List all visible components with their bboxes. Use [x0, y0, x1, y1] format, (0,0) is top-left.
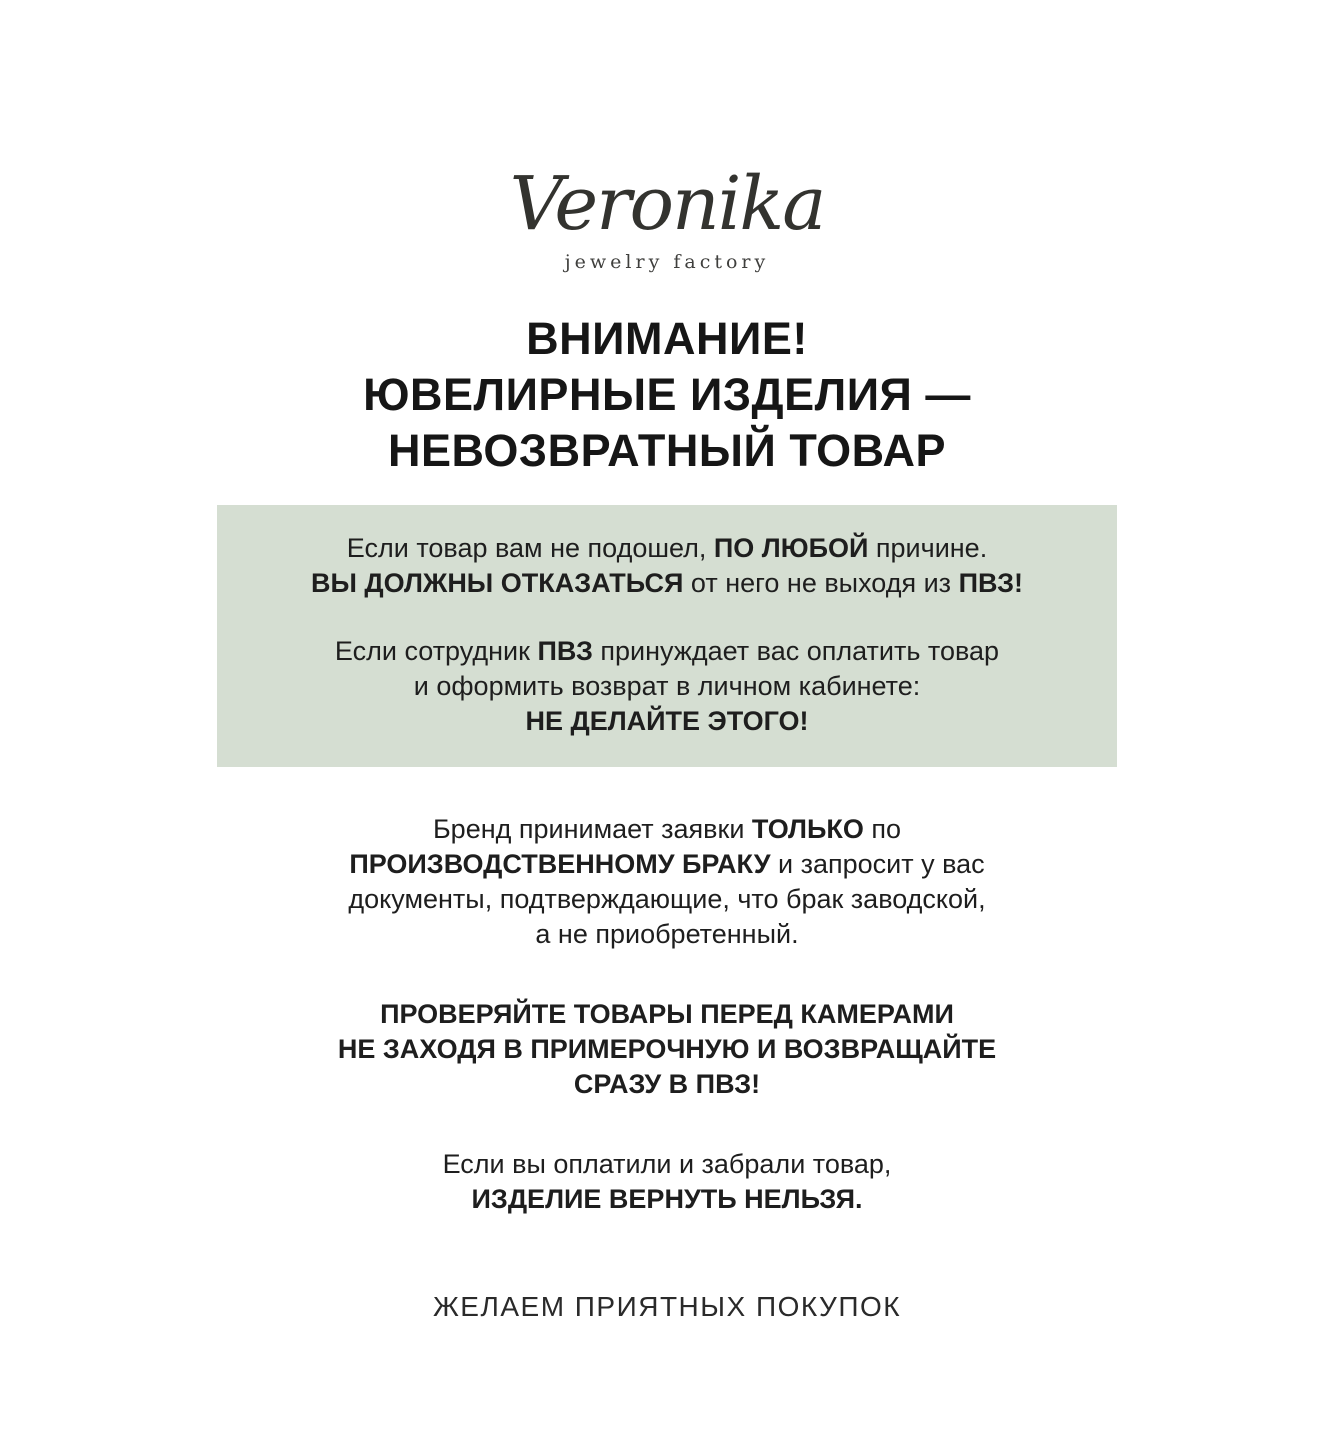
defect-policy-text	[217, 812, 1117, 952]
text-line: документы, подтверждающие, что брак заводской,	[348, 883, 986, 914]
text-segment: Если товар вам не подошел,	[346, 532, 714, 563]
text-line	[217, 812, 1117, 847]
text-line: и оформить возврат в личном кабинете:	[413, 670, 921, 701]
footer-message: ЖЕЛАЕМ ПРИЯТНЫХ ПОКУПОК	[432, 1290, 902, 1322]
page-title-line-2: ЮВЕЛИРНЫЕ ИЗДЕЛИЯ —	[363, 368, 971, 420]
text-segment: и запросит у вас	[770, 848, 985, 879]
check-instruction-paragraph	[217, 997, 1117, 1102]
text-segment: принуждает вас оплатить товар	[592, 635, 1000, 666]
text-segment: Если сотрудник	[334, 635, 538, 666]
text-line: Если вы оплатили и забрали товар,	[442, 1148, 892, 1179]
brand-tagline: jewelry factory	[564, 250, 770, 273]
warning-paragraph-staff	[247, 634, 1087, 739]
final-note-paragraph	[217, 1147, 1117, 1217]
text-line: а не приобретенный.	[535, 918, 799, 949]
text-segment: причине.	[868, 532, 988, 563]
text-segment-bold: ПВЗ!	[958, 567, 1024, 598]
text-segment-bold: ПВЗ	[537, 635, 593, 666]
text-segment-bold: ВЫ ДОЛЖНЫ ОТКАЗАТЬСЯ	[310, 567, 684, 598]
text-line-bold: СРАЗУ В ПВЗ!	[573, 1068, 761, 1099]
page-title-line-1: ВНИМАНИЕ!	[526, 312, 808, 364]
page-title-line-3: НЕВОЗВРАТНЫЙ ТОВАР	[388, 424, 946, 476]
text-segment: от него не выходя из	[683, 567, 959, 598]
defect-policy-paragraph	[217, 812, 1117, 952]
text-segment-bold: ПО ЛЮБОЙ	[713, 532, 869, 563]
text-line	[217, 847, 1117, 882]
text-segment: по	[863, 813, 902, 844]
text-line-bold: ПРОВЕРЯЙТЕ ТОВАРЫ ПЕРЕД КАМЕРАМИ	[380, 998, 954, 1029]
text-segment: Бренд принимает заявки	[432, 813, 752, 844]
final-note-text	[217, 1147, 1117, 1217]
brand-logo	[0, 0, 1334, 273]
text-line	[247, 634, 1087, 669]
text-segment-bold: ПРОИЗВОДСТВЕННОМУ БРАКУ	[349, 848, 771, 879]
warning-panel	[217, 505, 1117, 767]
warning-paragraph-refuse	[247, 531, 1087, 601]
text-line-bold: НЕ ДЕЛАЙТЕ ЭТОГО!	[525, 705, 809, 736]
check-instruction-text	[217, 997, 1117, 1102]
text-line	[247, 566, 1087, 601]
text-line-bold: НЕ ЗАХОДЯ В ПРИМЕРОЧНУЮ И ВОЗВРАЩАЙТЕ	[337, 1033, 997, 1064]
text-line	[247, 531, 1087, 566]
page-title	[0, 311, 1334, 479]
brand-name: Veronika	[509, 161, 825, 247]
text-segment-bold: ТОЛЬКО	[751, 813, 864, 844]
text-line-bold: ИЗДЕЛИЕ ВЕРНУТЬ НЕЛЬЗЯ.	[471, 1183, 863, 1214]
